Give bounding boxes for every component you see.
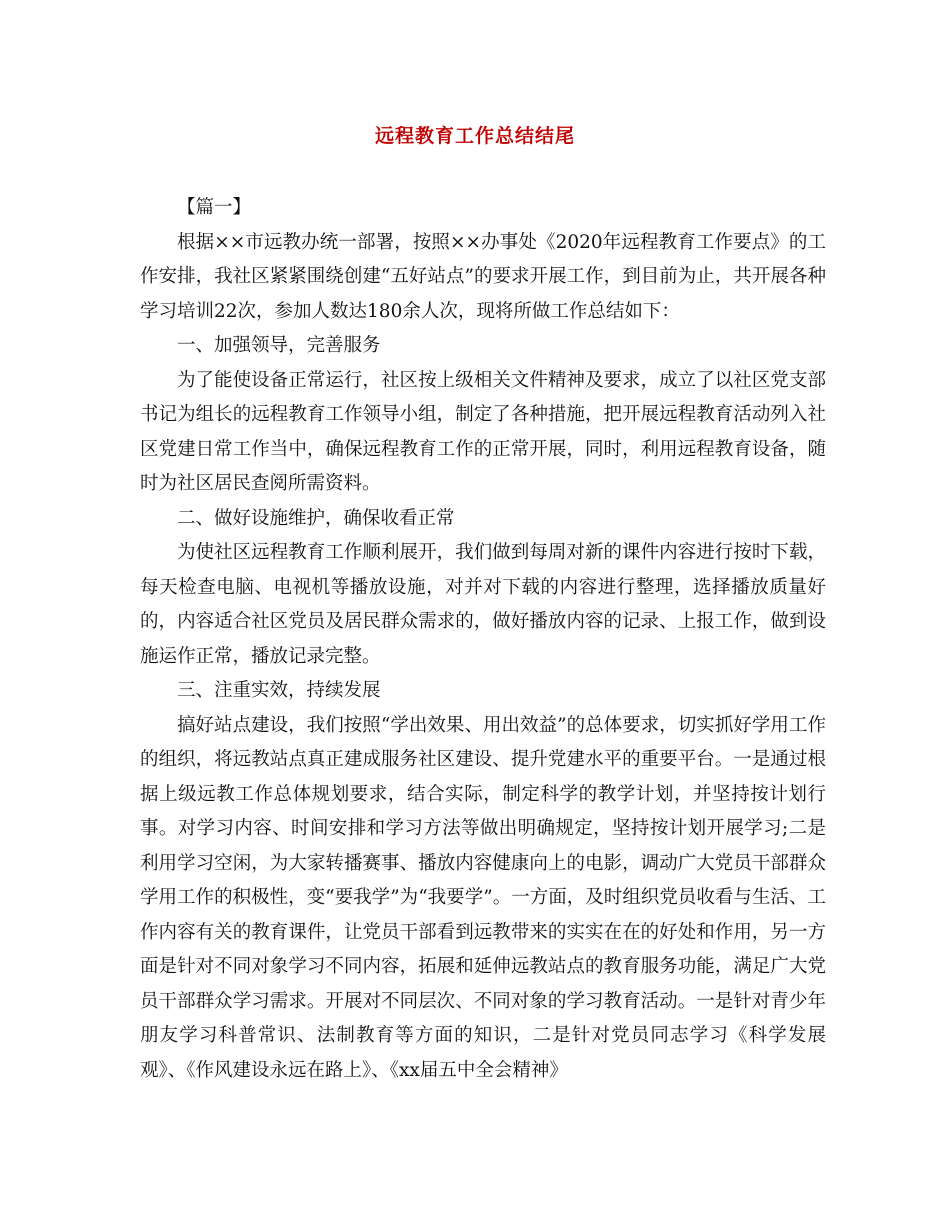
section-heading-2: 二、做好设施维护，确保收看正常: [177, 507, 455, 529]
paragraph-2: 为使社区远程教育工作顺利展开，我们做到每周对新的课件内容进行按时下载，每天检查电脑、电视机等播放设施，对并对下载的内容进行整理，选择播放质量好的，内容适合社区党员及居民群众需求的，做好播放内容的记录、上报工作，做到设施运作正常，播放记录完整。: [140, 542, 826, 667]
paragraph-1: 为了能使设备正常运行，社区按上级相关文件精神及要求，成立了以社区党支部书记为组长的远程教育工作领导小组，制定了各种措施，把开展远程教育活动列入社区党建日常工作当中，确保远程教育工作的正常开展，同时，利用远程教育设备，随时为社区居民查阅所需资料。: [140, 369, 826, 494]
document-body: [140, 191, 826, 1088]
paragraph-3: 搞好站点建设，我们按照“学出效果、用出效益”的总体要求，切实抓好学用工作的组织，将远教站点真正建成服务社区建设、提升党建水平的重要平台。一是通过根据上级远教工作总体规划要求，结合实际，制定科学的教学计划，并坚持按计划行事。对学习内容、时间安排和学习方法等做出明确规定，坚持按计划开展学习;二是利用学习空闲，为大家转播赛事、播放内容健康向上的电影，调动广大党员干部群众学用工作的积极性，变“要我学”为“我要学”。一方面，及时组织党员收看与生活、工作内容有关的教育课件，让党员干部看到远教带来的实实在在的好处和作用，另一方面是针对不同对象学习不同内容，拓展和延伸远教站点的教育服务功能，满足广大党员干部群众学习需求。开展对不同层次、不同对象的学习教育活动。一是针对青少年朋友学习科普常识、法制教育等方面的知识，二是针对党员同志学习《科学发展观》、《作风建设永远在路上》、《xx届五中全会精神》: [140, 714, 826, 1081]
section-heading-1: 一、加强领导，完善服务: [177, 335, 381, 356]
section-marker: 【篇一】: [177, 197, 252, 218]
document-title: 远程教育工作总结结尾: [374, 125, 575, 147]
intro-paragraph: 根据××市远教办统一部署，按照××办事处《2020年远程教育工作要点》的工作安排，我社区紧紧围绕创建“五好站点”的要求开展工作，到目前为止，共开展各种学习培训22次，参加人数达180余人次，现将所做工作总结如下：: [140, 231, 826, 322]
section-heading-3: 三、注重实效，持续发展: [177, 680, 381, 701]
